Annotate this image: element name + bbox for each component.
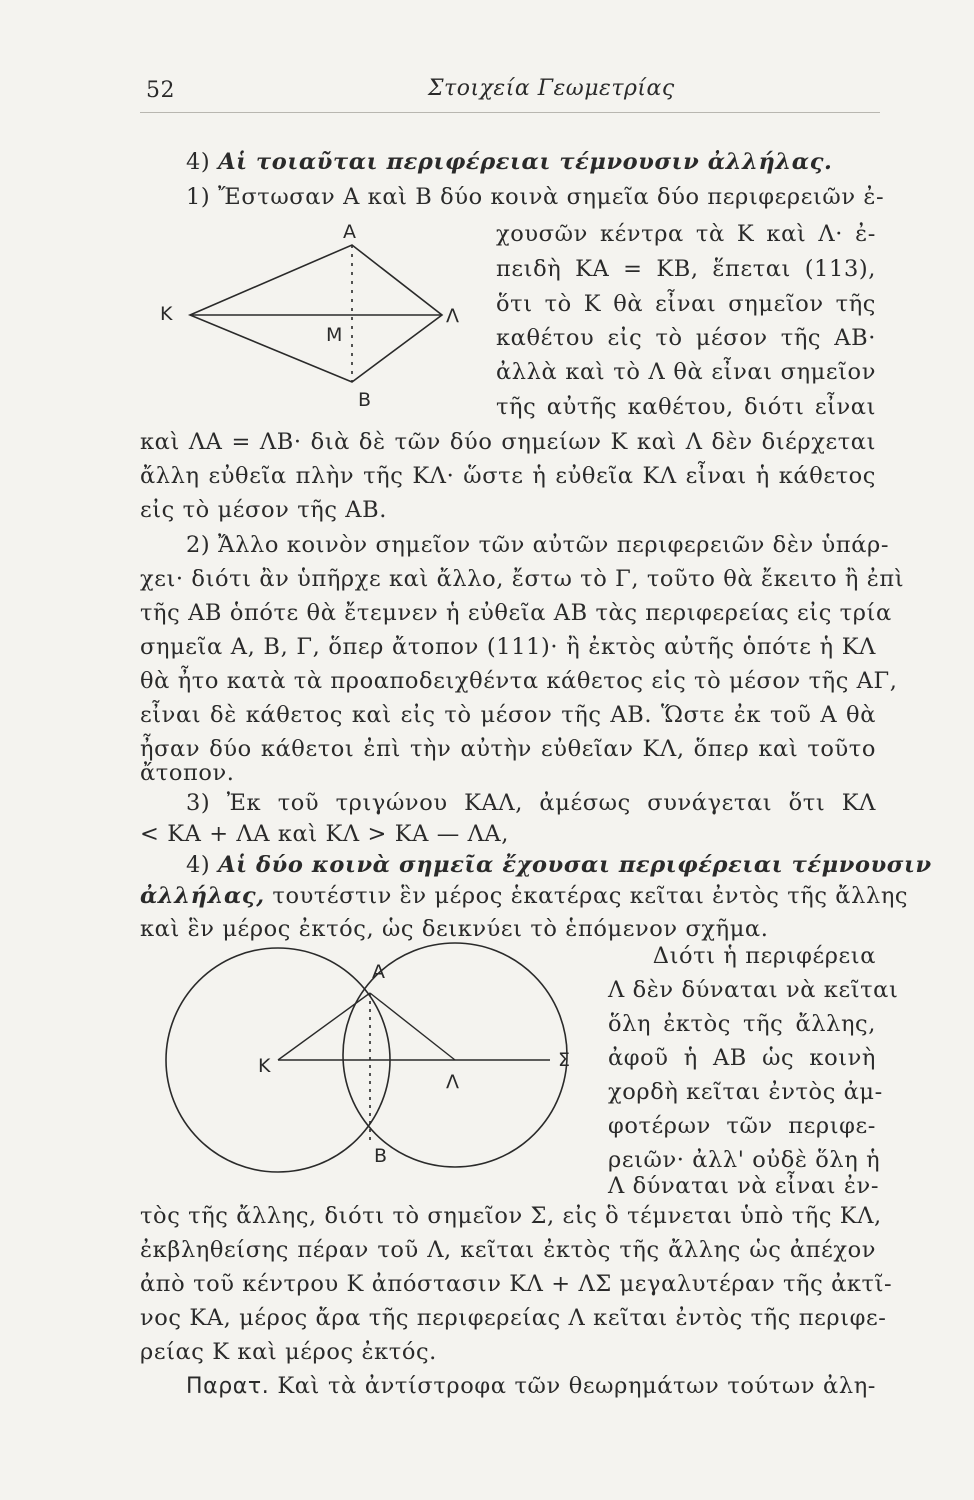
segment-al [370,993,455,1060]
text-line-9: ἄλλη εὐθεῖα πλὴν τῆς ΚΛ· ὥστε ἡ εὐθεῖα ΚΛ εἶναι ἡ κάθετος [140,463,876,489]
section-number: 4) [186,149,211,175]
text-line-30: ρειῶν· ἀλλ' οὐδὲ ὅλη ἡ [608,1147,881,1173]
text-line-24: Διότι ἡ περιφέρεια [652,943,876,969]
text-line-13: τῆς ΑΒ ὁπότε θὰ ἔτεμνεν ἡ εὐθεῖα ΑΒ τὰς περιφερείας εἰς τρία [140,600,892,626]
item-number: 4) [186,852,211,878]
text-line-18: ἄτοπον. [140,760,235,786]
text-line-25: Λ δὲν δύναται νὰ κεῖται [608,977,899,1003]
label-a: A [343,221,356,243]
label-b: B [358,389,372,411]
item-title: Αἱ δύο κοινὰ σημεῖα ἔχουσαι περιφέρειαι τέμνουσιν [218,852,932,878]
text-line-28: χορδὴ κεῖται ἐντὸς ἀμ- [608,1079,883,1105]
page-number: 52 [146,78,175,103]
text-line-17: ἦσαν δύο κάθετοι ἐπὶ τὴν αὐτὴν εὐθεῖαν ΚΛ, ὅπερ καὶ τοῦτο [140,736,876,762]
label-b: B [374,1145,388,1167]
text-line-22 [140,880,909,912]
text-line-2: χουσῶν κέντρα τὰ Κ καὶ Λ· ἐ- [496,221,876,247]
item-text: τουτέστιν ἓν μέρος ἑκατέρας κεῖται ἐντὸς τῆς ἄλλης [264,883,909,909]
text-line-29: φοτέρων τῶν περιφε- [608,1113,876,1139]
text-line-34: ἀπὸ τοῦ κέντρου Κ ἀπόστασιν ΚΛ + ΛΣ μεγαλυτέραν τῆς ἀκτῖ- [140,1271,893,1297]
label-l: Λ [446,305,459,327]
text-line-7: τῆς αὐτῆς καθέτου, διότι εἶναι [496,394,876,420]
text-line-23: καὶ ἓν μέρος ἐκτός, ὡς δεικνύει τὸ ἑπόμενον σχῆμα. [140,916,769,942]
text-line-35: νος ΚΑ, μέρος ἄρα τῆς περιφερείας Λ κεῖται ἐντὸς τῆς περιφε- [140,1305,887,1331]
text-line-31: Λ δύναται νὰ εἶναι ἐν- [608,1173,880,1199]
text-line-11: 2) Ἄλλο κοινὸν σημεῖον τῶν αὐτῶν περιφερειῶν δὲν ὑπάρ- [186,532,890,558]
text-line-10: εἰς τὸ μέσον τῆς ΑΒ. [140,497,388,523]
running-title: Στοιχεία Γεωμετρίας [428,76,675,101]
item-title-cont: ἀλλήλας, [140,883,265,909]
figure-1-rhombus [150,212,490,416]
text-line-3: πειδὴ ΚΑ = ΚΒ, ἕπεται (113), [496,256,876,282]
text-line-1: 1) Ἔστωσαν Α καὶ Β δύο κοινὰ σημεῖα δύο περιφερειῶν ἐ- [186,184,885,210]
text-line-33: ἐκβληθείσης πέραν τοῦ Λ, κεῖται ἐκτὸς τῆς ἄλλης ὡς ἀπέχον [140,1237,876,1263]
text-line-8: καὶ ΛΑ = ΛΒ· διὰ δὲ τῶν δύο σημείων Κ καὶ Λ δὲν διέρχεται [140,429,876,455]
text-line-27: ἀφοῦ ἡ ΑΒ ὡς κοινὴ [608,1045,876,1071]
text-line-6: ἀλλὰ καὶ τὸ Λ θὰ εἶναι σημεῖον [496,359,876,385]
text-line-21 [186,849,932,881]
label-k: K [258,1055,271,1077]
text-line-20: < ΚΑ + ΛΑ καὶ ΚΛ > ΚΑ — ΛΑ, [140,821,510,847]
section-title: Αἱ τοιαῦται περιφέρειαι τέμνουσιν ἀλλήλας. [218,149,833,175]
text-line-16: εἶναι δὲ κάθετος καὶ εἰς τὸ μέσον τῆς ΑΒ. Ὥστε ἐκ τοῦ Α θὰ [140,702,876,728]
text-line-32: τὸς τῆς ἄλλης, διότι τὸ σημεῖον Σ, εἰς ὃ τέμνεται ὑπὸ τῆς ΚΛ, [140,1203,882,1229]
parat-text: Καὶ τὰ ἀντίστροφα τῶν θεωρημάτων τούτων ἀλη- [269,1373,876,1399]
text-line-19: 3) Ἐκ τοῦ τριγώνου ΚΑΛ, ἀμέσως συνάγεται ὅτι ΚΛ [186,790,876,816]
parat-label: Παρατ. [186,1374,270,1399]
label-m: M [326,324,343,346]
label-l: Λ [446,1071,459,1093]
rhombus-outline [190,245,442,382]
text-line-37 [186,1370,876,1403]
text-line-36: ρείας Κ καὶ μέρος ἐκτός. [140,1339,437,1365]
label-s: Σ [558,1049,571,1071]
label-a: A [372,961,385,983]
section-heading [186,146,832,178]
segment-ka [278,993,370,1060]
figure-2-intersecting-circles [150,940,590,1180]
text-line-4: ὅτι τὸ Κ θὰ εἶναι σημεῖον τῆς [496,291,876,317]
text-line-12: χει· διότι ἂν ὑπῆρχε καὶ ἄλλο, ἔστω τὸ Γ, τοῦτο θὰ ἔκειτο ἢ ἐπὶ [140,566,905,592]
label-k: K [160,303,173,325]
header-rule [140,112,880,113]
text-line-5: καθέτου εἰς τὸ μέσον τῆς ΑΒ· [496,325,876,351]
text-line-14: σημεῖα Α, Β, Γ, ὅπερ ἄτοπον (111)· ἢ ἐκτὸς αὐτῆς ὁπότε ἡ ΚΛ [140,634,876,660]
text-line-15: θὰ ἦτο κατὰ τὰ προαποδειχθέντα κάθετος εἰς τὸ μέσον τῆς ΑΓ, [140,668,898,694]
text-line-26: ὅλη ἐκτὸς τῆς ἄλλης, [608,1011,876,1037]
